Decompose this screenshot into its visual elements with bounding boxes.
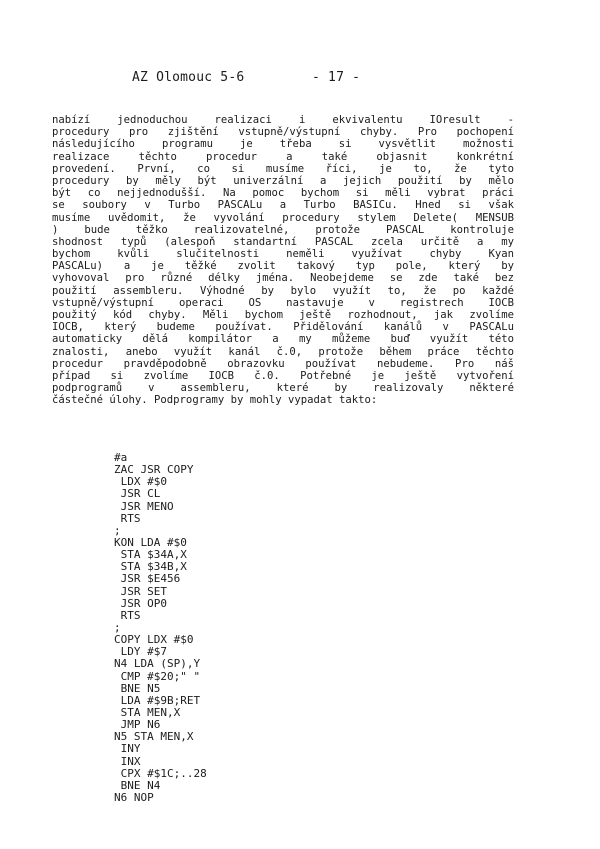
code-line: JSR CL	[114, 487, 161, 501]
code-line: ZAC JSR COPY	[114, 463, 194, 477]
code-line: ;	[114, 523, 121, 537]
header-title: AZ Olomouc 5-6	[132, 70, 245, 85]
assembler-code-listing	[114, 452, 414, 804]
body-line: procedur pravděpodobně obrazovku používat nebudeme. Pro náš	[52, 357, 514, 370]
body-line: případ si zvolíme IOCB č.0. Potřebné je ještě vytvoření	[52, 369, 514, 382]
code-line: LDY #$7	[114, 645, 167, 659]
code-line: JSR OP0	[114, 596, 167, 610]
code-line: JSR SET	[114, 584, 167, 598]
body-line: IOCB, který budeme používat. Přidělování kanálů v PASCALu	[52, 321, 514, 334]
body-line: ) bude těžko realizovatelné, protože PASCAL kontroluje	[52, 223, 514, 236]
body-line: automaticky dělá kompilátor a my můžeme buď využít této	[52, 333, 514, 346]
code-line: COPY LDX #$0	[114, 633, 194, 647]
body-line: shodnost typů (alespoň standartní PASCAL zcela určitě a my	[52, 235, 514, 248]
body-line: procedury by měly být univerzální a jejich použití by mělo	[52, 174, 514, 187]
code-line: #a	[114, 451, 128, 464]
body-line: znalosti, anebo využít kanál č.0, protože během práce těchto	[52, 345, 514, 358]
code-line: N4 LDA (SP),Y	[114, 657, 201, 671]
code-line: CPX #$1C;..28	[114, 766, 207, 780]
body-line: vyhovoval pro různé délky jména. Neobejdeme se zde také bez	[52, 272, 514, 285]
code-line: CMP #$20;" "	[114, 669, 201, 683]
code-line: JMP N6	[114, 718, 161, 732]
code-line: N6 NOP	[114, 790, 154, 804]
code-line: KON LDA #$0	[114, 535, 187, 549]
body-line: PASCALu) a je těžké zvolit takový typ pole, který by	[52, 260, 514, 273]
code-line: STA $34B,X	[114, 560, 187, 574]
body-line: provedení. První, co si musíme říci, je to, že tyto	[52, 162, 514, 175]
body-line: procedury pro zjištění vstupně/výstupní chyby. Pro pochopení	[52, 126, 514, 139]
code-line: LDA #$9B;RET	[114, 693, 201, 707]
code-line: N5 STA MEN,X	[114, 730, 194, 744]
body-paragraph	[52, 114, 514, 407]
code-line: RTS	[114, 608, 141, 622]
code-line: JSR $E456	[114, 572, 181, 586]
code-line: INX	[114, 754, 141, 768]
body-line: použitý kód chyby. Měli bychom ještě rozhodnout, jak zvolíme	[52, 309, 514, 321]
code-line: INY	[114, 742, 141, 756]
code-line: BNE N5	[114, 681, 161, 695]
code-line: STA MEN,X	[114, 705, 181, 719]
code-line: ;	[114, 620, 121, 634]
page-number: - 17 -	[312, 70, 361, 85]
body-line: se soubory v Turbo PASCALu a Turbo BASICu. Hned si však	[52, 199, 514, 212]
body-line: částečné úlohy. Podprogramy by mohly vypadat takto:	[52, 394, 378, 407]
body-line: musíme uvědomit, že vyvolání procedury stylem Delete( MENSUB	[52, 211, 514, 224]
page-header	[132, 70, 392, 90]
code-line: JSR MENO	[114, 499, 174, 513]
body-line: použití assembleru. Výhodné by bylo využít to, že po každé	[52, 284, 514, 297]
code-line: LDX #$0	[114, 475, 167, 489]
body-line: bychom kvůli slučitelnosti neměli využívat chyby Kyan	[52, 248, 514, 261]
body-line: realizace těchto procedur a také objasnit konkrétní	[52, 150, 514, 163]
code-line: RTS	[114, 511, 141, 525]
body-line: následujícího programu je třeba si vysvětlit možnosti	[52, 138, 514, 151]
body-line: být co nejjednodušší. Na pomoc bychom si měli vybrat práci	[52, 187, 514, 200]
code-line: STA $34A,X	[114, 548, 187, 562]
code-line: BNE N4	[114, 778, 161, 792]
body-line: nabízí jednoduchou realizaci i ekvivalentu IOresult -	[52, 114, 514, 126]
body-line: vstupně/výstupní operaci OS nastavuje v registrech IOCB	[52, 296, 514, 309]
body-line: podprogramů v assembleru, které by realizovaly některé	[52, 382, 514, 395]
